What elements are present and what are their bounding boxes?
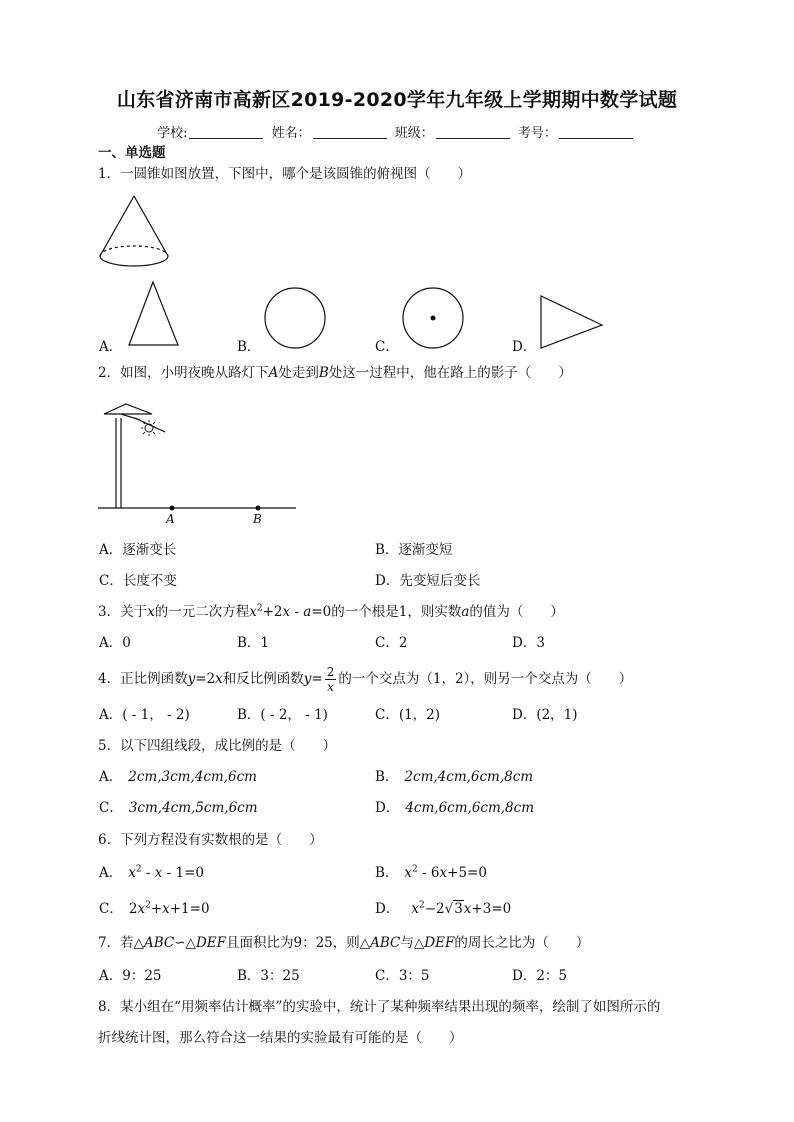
math-var: x <box>439 865 448 881</box>
math-exponent: 2 <box>135 864 142 875</box>
question-number: 1． <box>98 166 121 182</box>
math-text: - <box>290 604 304 620</box>
question-3 <box>98 603 564 621</box>
question-5 <box>98 737 336 755</box>
math-text: +1=0 <box>169 901 210 917</box>
point-b-label: B <box>253 512 262 526</box>
math-var: x <box>137 901 146 917</box>
question-4 <box>98 663 632 695</box>
q2-option-d[interactable]: D．先变短后变长 <box>375 573 481 589</box>
question-number: 8． <box>98 999 121 1015</box>
q5-option-d[interactable] <box>375 799 534 817</box>
q1-option-d[interactable]: D． <box>512 339 537 355</box>
question-text: 的值为（ ） <box>469 604 564 620</box>
option-letter: C． <box>99 901 123 917</box>
school-label: 学校: <box>157 126 188 141</box>
math-var: DEF <box>195 935 226 951</box>
math-var: a <box>461 604 470 620</box>
option-value: 2cm,3cm,4cm,6cm <box>128 769 257 785</box>
option-letter: D． <box>375 800 400 816</box>
question-text: 的一个交点为（1，2），则另一个交点为（ ） <box>338 671 633 687</box>
math-var: x <box>128 865 136 881</box>
question-8-line-2: 折线统计图，那么符合这一结果的实验最有可能的是（ ） <box>98 1030 463 1046</box>
page-title: 山东省济南市高新区2019-2020学年九年级上学期期中数学试题 <box>116 89 678 111</box>
question-6 <box>98 831 323 849</box>
option-equation <box>128 865 204 881</box>
math-var: y <box>187 671 196 687</box>
q5-option-a[interactable] <box>99 768 257 786</box>
q4-option-a[interactable]: A．( - 1， - 2) <box>99 707 190 723</box>
math-var: x <box>154 865 163 881</box>
q4-option-b[interactable]: B．( - 2， - 1) <box>237 707 328 723</box>
sqrt-radicand: 3 <box>454 901 463 917</box>
option-letter: C． <box>99 800 123 816</box>
math-var: x <box>282 604 291 620</box>
q7-option-b[interactable]: B．3：25 <box>237 968 300 984</box>
q5-option-c[interactable] <box>99 799 258 817</box>
question-text: 且面积比为9：25，则△ <box>225 935 371 951</box>
q2-option-c[interactable]: C．长度不变 <box>99 573 177 589</box>
math-exponent: 2 <box>412 864 418 875</box>
math-var: x <box>249 604 257 620</box>
question-text: 若△ <box>120 935 144 951</box>
q4-option-c[interactable]: C．(1，2) <box>375 707 441 723</box>
question-text: 的周长之比为（ ） <box>454 935 590 951</box>
math-text: =2 <box>195 671 216 687</box>
option-equation <box>411 901 511 917</box>
q1-option-c[interactable]: C． <box>375 339 399 355</box>
math-text: + <box>150 901 163 917</box>
question-7 <box>98 934 589 952</box>
q2-option-b[interactable]: B．逐渐变短 <box>375 542 453 558</box>
math-text: 2 <box>128 901 138 917</box>
math-var: x <box>147 604 155 620</box>
question-number: 5． <box>98 738 121 754</box>
q6-option-b[interactable] <box>375 864 487 882</box>
q7-option-d[interactable]: D．2：5 <box>512 968 568 984</box>
math-var: y <box>303 671 312 687</box>
class-label: 班级： <box>394 126 434 141</box>
question-text: 正比例函数 <box>120 671 188 687</box>
math-var: ABC <box>143 935 175 951</box>
math-text: +3=0 <box>471 901 512 917</box>
question-text: 一圆锥如图放置，下图中，哪个是该圆锥的俯视图（ ） <box>120 166 472 182</box>
math-text: - 1=0 <box>162 865 205 881</box>
q7-option-c[interactable]: C．3：5 <box>375 968 430 984</box>
math-var: x <box>162 901 170 917</box>
q3-option-a[interactable]: A．0 <box>99 635 131 651</box>
fraction <box>325 665 337 694</box>
question-text: 与△ <box>400 935 425 951</box>
math-text: +5=0 <box>447 865 487 881</box>
math-text: = <box>311 671 323 687</box>
math-var: a <box>303 604 312 620</box>
math-text: - <box>141 865 155 881</box>
fraction-denominator: x <box>327 680 334 694</box>
option-letter: D． <box>375 901 400 917</box>
math-text: - 6 <box>417 865 440 881</box>
q6-option-c[interactable] <box>99 900 210 918</box>
exam-number-label: 考号： <box>517 126 557 141</box>
option-letter: A． <box>99 865 123 881</box>
math-exponent: 2 <box>418 900 425 911</box>
section-title: 一、单选题 <box>98 145 166 161</box>
question-text: 的一元二次方程 <box>154 604 250 620</box>
q3-option-b[interactable]: B．1 <box>237 635 270 651</box>
point-b-var: B <box>318 365 329 381</box>
math-text: −2 <box>424 901 445 917</box>
question-number: 3． <box>98 604 121 620</box>
question-text: 下列方程没有实数根的是（ ） <box>120 832 323 848</box>
question-text: 如图，小明夜晚从路灯下 <box>120 365 269 381</box>
point-a-var: A <box>268 365 279 381</box>
math-var: x <box>404 865 413 881</box>
question-number: 7． <box>98 935 121 951</box>
q5-option-b[interactable] <box>375 768 533 786</box>
question-text: 处这一过程中，他在路上的影子（ ） <box>328 365 572 381</box>
q6-option-d[interactable] <box>375 900 511 918</box>
point-a-label: A <box>166 512 175 526</box>
option-letter: B． <box>375 769 399 785</box>
option-letter: A． <box>99 769 123 785</box>
math-var: x <box>463 901 472 917</box>
q2-option-a[interactable]: A．逐渐变长 <box>99 542 177 558</box>
question-8 <box>98 998 660 1016</box>
option-value: 4cm,6cm,6cm,8cm <box>405 800 535 816</box>
math-text: ∽△ <box>174 935 196 951</box>
question-text: 某小组在“用频率估计概率”的实验中，统计了某种频率结果出现的频率，绘制了如图所示的 <box>120 999 661 1015</box>
question-text: 和反比例函数 <box>222 671 304 687</box>
math-var: x <box>215 671 223 687</box>
math-text: +2 <box>262 604 283 620</box>
q1-option-a[interactable]: A． <box>99 339 123 355</box>
question-text: 处走到 <box>278 365 319 381</box>
math-var: DEF <box>424 935 455 951</box>
q4-option-d[interactable]: D．(2，1) <box>512 707 578 723</box>
math-var: ABC <box>370 935 401 951</box>
q3-option-d[interactable]: D．3 <box>512 635 545 651</box>
q3-option-c[interactable]: C．2 <box>375 635 408 651</box>
question-text: =0的一个根是1，则实数 <box>311 604 462 620</box>
question-number: 4． <box>98 671 121 687</box>
option-value: 3cm,4cm,5cm,6cm <box>128 800 258 816</box>
q6-option-a[interactable] <box>99 864 204 882</box>
sqrt-sign: √ <box>444 901 454 917</box>
question-number: 6． <box>98 832 121 848</box>
fraction-numerator: 2 <box>326 665 335 679</box>
lamp-light-icon <box>141 420 157 436</box>
math-var: x <box>411 901 419 917</box>
name-label: 姓名： <box>271 126 311 141</box>
math-exponent: 2 <box>256 603 263 614</box>
q7-option-a[interactable]: A．9：25 <box>99 968 162 984</box>
option-letter: B． <box>375 865 399 881</box>
option-value: 2cm,4cm,6cm,8cm <box>404 769 534 785</box>
option-equation <box>129 901 210 917</box>
q1-option-b[interactable]: B． <box>237 339 261 355</box>
option-equation <box>404 865 487 881</box>
question-number: 2． <box>98 365 121 381</box>
question-text: 以下四组线段，成比例的是（ ） <box>120 738 337 754</box>
question-text: 关于 <box>120 604 148 620</box>
math-exponent: 2 <box>145 900 151 911</box>
